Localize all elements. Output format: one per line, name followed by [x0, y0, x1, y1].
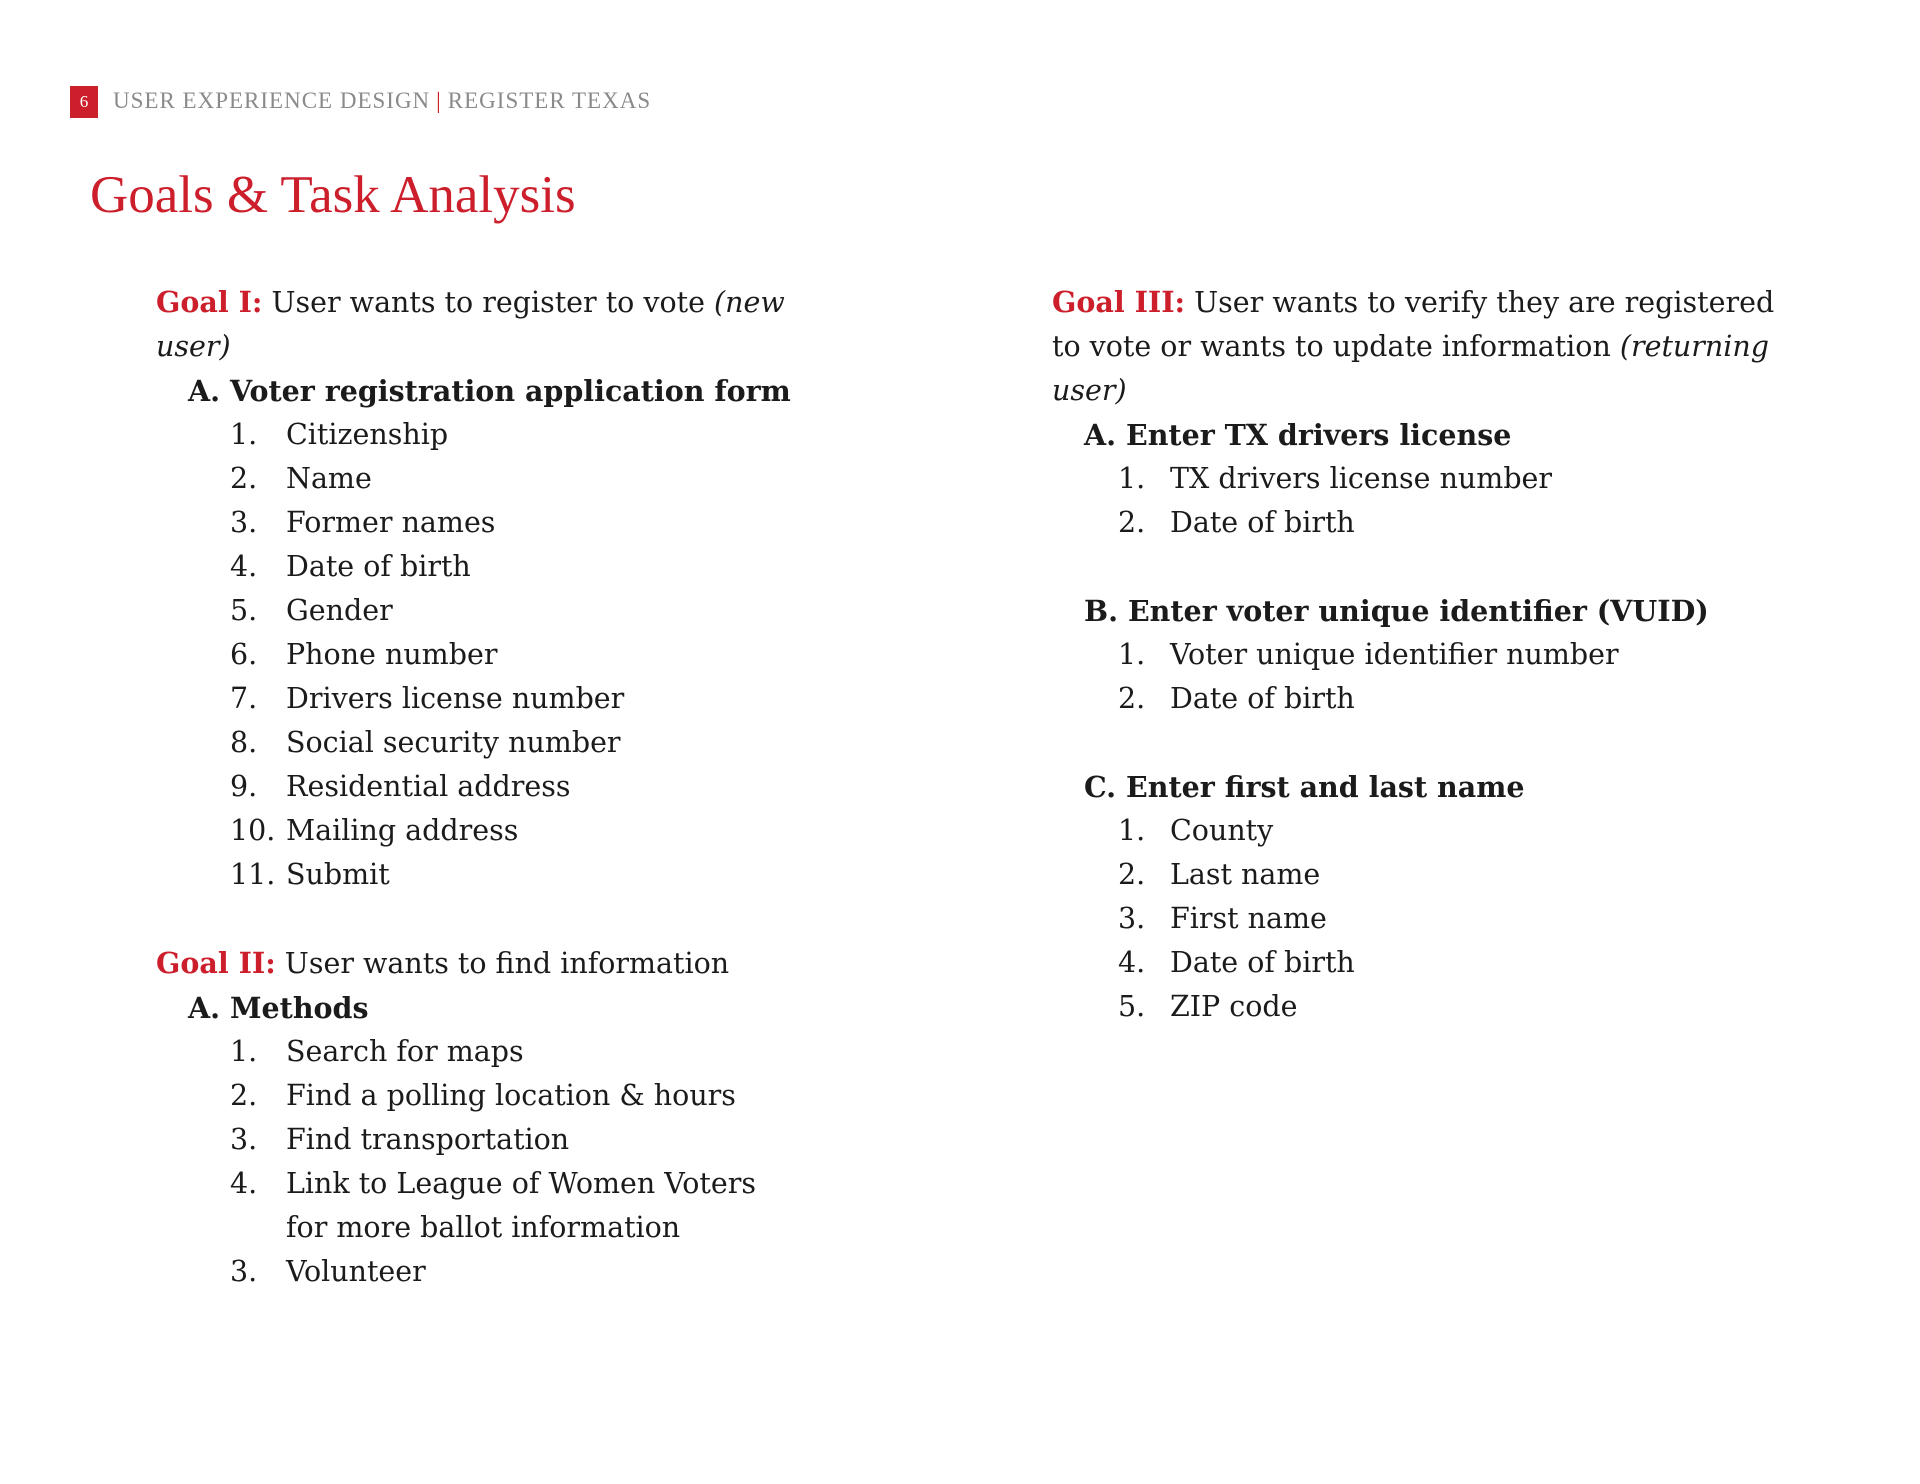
method-prefix: A. — [1084, 418, 1117, 452]
item-number: 1. — [1118, 638, 1146, 671]
goal-3-note: (returning user) — [1052, 330, 1769, 407]
list-item — [1052, 633, 1852, 677]
method-title: Enter TX drivers license — [1125, 418, 1512, 452]
item-text: Mailing address — [286, 814, 519, 847]
item-text: Voter unique identifier number — [1170, 638, 1619, 671]
spacer — [156, 897, 836, 941]
goal-3-method-b — [1084, 589, 1852, 633]
item-number: 2. — [230, 1079, 258, 1112]
item-number: 1. — [230, 1035, 258, 1068]
item-text: TX drivers license number — [1170, 462, 1553, 495]
item-number: 2. — [230, 462, 258, 495]
item-text: Search for maps — [286, 1035, 524, 1068]
item-number: 1. — [230, 418, 258, 451]
item-text: Drivers license number — [286, 682, 625, 715]
item-number: 2. — [1118, 682, 1146, 715]
list-item — [1052, 985, 1852, 1029]
item-number: 4. — [230, 550, 258, 583]
item-text: Volunteer — [286, 1255, 426, 1288]
goal-3-label: Goal III: — [1052, 285, 1186, 319]
method-title: Voter registration application form — [229, 374, 791, 408]
header-separator: | — [436, 88, 442, 113]
item-number: 8. — [230, 726, 258, 759]
goal-3-method-a — [1084, 413, 1852, 457]
list-item — [156, 501, 836, 545]
list-item — [1052, 941, 1852, 985]
goal-2-heading — [156, 941, 836, 986]
goal-3-heading — [1052, 280, 1792, 413]
list-item — [156, 1074, 836, 1118]
list-item — [1052, 897, 1852, 941]
item-text: First name — [1170, 902, 1327, 935]
spacer — [1052, 545, 1852, 589]
item-number: 3. — [230, 1123, 258, 1156]
item-text: ZIP code — [1170, 990, 1298, 1023]
header-section: USER EXPERIENCE DESIGN — [113, 88, 431, 113]
goal-3-method-c — [1084, 765, 1852, 809]
list-item — [1052, 501, 1852, 545]
list-item — [156, 721, 836, 765]
item-number: 2. — [1118, 506, 1146, 539]
goal-3-text: User wants to verify they are registered to vote or wants to update information — [1052, 286, 1775, 363]
item-text: County — [1170, 814, 1274, 847]
goal-1-method-a — [188, 369, 836, 413]
item-text: Citizenship — [286, 418, 449, 451]
goal-2-method-a — [188, 986, 836, 1030]
item-number: 10. — [230, 814, 276, 847]
page-number: 6 — [70, 86, 98, 118]
method-title: Methods — [229, 991, 369, 1025]
item-number: 5. — [1118, 990, 1146, 1023]
goal-3-method-b-list — [1052, 633, 1852, 721]
goal-1-note: (new user) — [156, 286, 785, 363]
goal-1-heading — [156, 280, 836, 369]
item-number: 3. — [230, 506, 258, 539]
item-text: Date of birth — [1170, 506, 1355, 539]
item-text: Date of birth — [1170, 682, 1355, 715]
goal-2 — [156, 941, 836, 1294]
spacer — [1052, 721, 1852, 765]
item-number: 5. — [230, 594, 258, 627]
item-text: Phone number — [286, 638, 498, 671]
item-text: Name — [286, 462, 372, 495]
item-number: 9. — [230, 770, 258, 803]
item-text: Find transportation — [286, 1123, 570, 1156]
item-text: Link to League of Women Voters for more ballot information — [286, 1167, 756, 1244]
list-item — [156, 545, 836, 589]
item-number: 4. — [230, 1167, 258, 1200]
item-number: 1. — [1118, 462, 1146, 495]
list-item — [156, 809, 836, 853]
list-item — [156, 413, 836, 457]
goal-1 — [156, 280, 836, 897]
list-item — [156, 765, 836, 809]
method-prefix: B. — [1084, 594, 1119, 628]
item-number: 4. — [1118, 946, 1146, 979]
item-text: Find a polling location & hours — [286, 1079, 736, 1112]
list-item — [156, 1118, 836, 1162]
item-text: Gender — [286, 594, 393, 627]
item-text: Date of birth — [286, 550, 471, 583]
item-text: Last name — [1170, 858, 1321, 891]
list-item — [1052, 809, 1852, 853]
goal-2-text: User wants to find information — [275, 947, 730, 980]
header-project: REGISTER TEXAS — [447, 88, 652, 113]
list-item — [1052, 853, 1852, 897]
goal-3 — [1052, 280, 1852, 1029]
list-item — [156, 1030, 836, 1074]
method-prefix: A. — [188, 991, 221, 1025]
item-number: 3. — [1118, 902, 1146, 935]
item-number: 11. — [230, 858, 276, 891]
item-text: Submit — [286, 858, 390, 891]
item-number: 2. — [1118, 858, 1146, 891]
method-prefix: A. — [188, 374, 221, 408]
item-number: 6. — [230, 638, 258, 671]
goal-1-label: Goal I: — [156, 285, 263, 319]
method-prefix: C. — [1084, 770, 1117, 804]
list-item — [1052, 457, 1852, 501]
list-item — [156, 1162, 806, 1250]
goal-3-method-c-list — [1052, 809, 1852, 1029]
item-number: 7. — [230, 682, 258, 715]
right-column — [1052, 280, 1852, 1029]
list-item — [156, 589, 836, 633]
goal-1-text: User wants to register to vote — [262, 286, 715, 319]
left-column — [156, 280, 836, 1294]
goal-1-item-list — [156, 413, 836, 897]
item-text: Residential address — [286, 770, 571, 803]
item-text: Social security number — [286, 726, 621, 759]
list-item — [156, 677, 836, 721]
item-text: Former names — [286, 506, 496, 539]
list-item — [156, 457, 836, 501]
goal-2-item-list — [156, 1030, 836, 1294]
goal-3-method-a-list — [1052, 457, 1852, 545]
list-item — [156, 633, 836, 677]
running-header — [113, 88, 651, 114]
page-title: Goals & Task Analysis — [90, 166, 576, 224]
list-item — [156, 853, 836, 897]
item-number: 1. — [1118, 814, 1146, 847]
item-text: Date of birth — [1170, 946, 1355, 979]
item-number: 3. — [230, 1255, 258, 1288]
goal-2-label: Goal II: — [156, 946, 276, 980]
list-item — [1052, 677, 1852, 721]
list-item — [156, 1250, 836, 1294]
method-title: Enter first and last name — [1126, 770, 1525, 804]
method-title: Enter voter unique identifier (VUID) — [1127, 594, 1709, 628]
